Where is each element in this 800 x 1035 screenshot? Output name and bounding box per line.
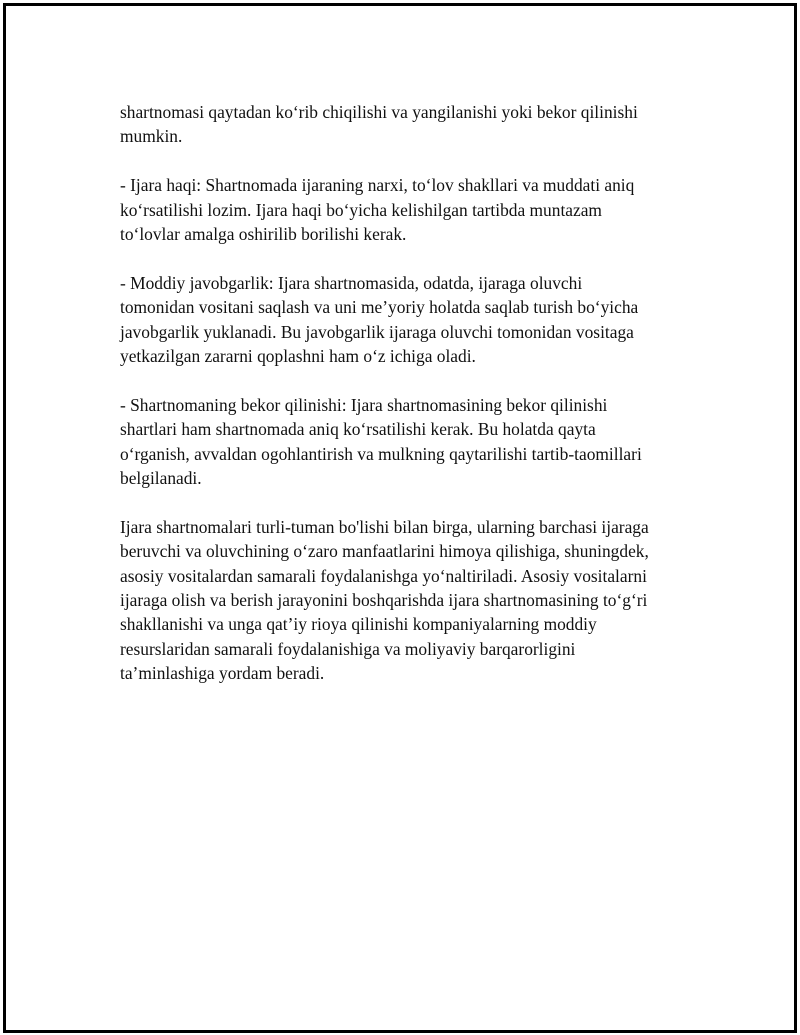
text-line: shartlari ham shartnomada aniq koʻrsatilishi kerak. Bu holatda qayta (120, 419, 596, 440)
paragraph-material-liability (120, 271, 700, 369)
text-line: taʼminlashiga yordam beradi. (120, 663, 325, 684)
paragraph-contract-review (120, 100, 700, 149)
text-line: tomonidan vositani saqlash va uni meʼyoriy holatda saqlab turish boʻyicha (120, 297, 639, 318)
text-line: beruvchi va oluvchining oʻzaro manfaatlarini himoya qilishiga, shuningdek, (120, 541, 649, 562)
text-line: oʻrganish, avvaldan ogohlantirish va mulkning qaytarilishi tartib-taomillari (120, 443, 642, 464)
text-line: - Ijara haqi: Shartnomada ijaraning narxi, toʻlov shakllari va muddati aniq (120, 175, 635, 196)
text-line: ijaraga olish va berish jarayonini boshqarishda ijara shartnomasining toʻgʻri (120, 590, 648, 611)
text-line: javobgarlik yuklanadi. Bu javobgarlik ijaraga oluvchi tomonidan vositaga (120, 321, 634, 342)
text-line: belgilanadi. (120, 468, 202, 489)
paragraph-conclusion (120, 515, 700, 686)
text-line: toʻlovlar amalga oshirilib borilishi kerak. (120, 224, 407, 245)
text-line: koʻrsatilishi lozim. Ijara haqi boʻyicha kelishilgan tartibda muntazam (120, 199, 602, 220)
text-line: shartnomasi qaytadan koʻrib chiqilishi va yangilanishi yoki bekor qilinishi (120, 102, 638, 122)
text-line: Ijara shartnomalari turli-tuman bo'lishi bilan birga, ularning barchasi ijaraga (120, 516, 649, 537)
text-line: asosiy vositalardan samarali foydalanishga yoʻnaltiriladi. Asosiy vositalarni (120, 565, 647, 586)
text-line: - Moddiy javobgarlik: Ijara shartnomasida, odatda, ijaraga oluvchi (120, 272, 583, 293)
page-frame (3, 3, 797, 1033)
paragraph-contract-termination (120, 393, 700, 491)
text-line: shakllanishi va unga qatʼiy rioya qilinishi kompaniyalarning moddiy (120, 614, 597, 635)
text-line: - Shartnomaning bekor qilinishi: Ijara shartnomasining bekor qilinishi (120, 394, 608, 415)
text-line: yetkazilgan zararni qoplashni ham oʻz ichiga oladi. (120, 346, 476, 367)
text-line: resurslaridan samarali foydalanishiga va moliyaviy barqarorligini (120, 638, 576, 659)
text-line: mumkin. (120, 126, 183, 147)
document-body (120, 100, 700, 710)
paragraph-rent-fee (120, 173, 700, 246)
